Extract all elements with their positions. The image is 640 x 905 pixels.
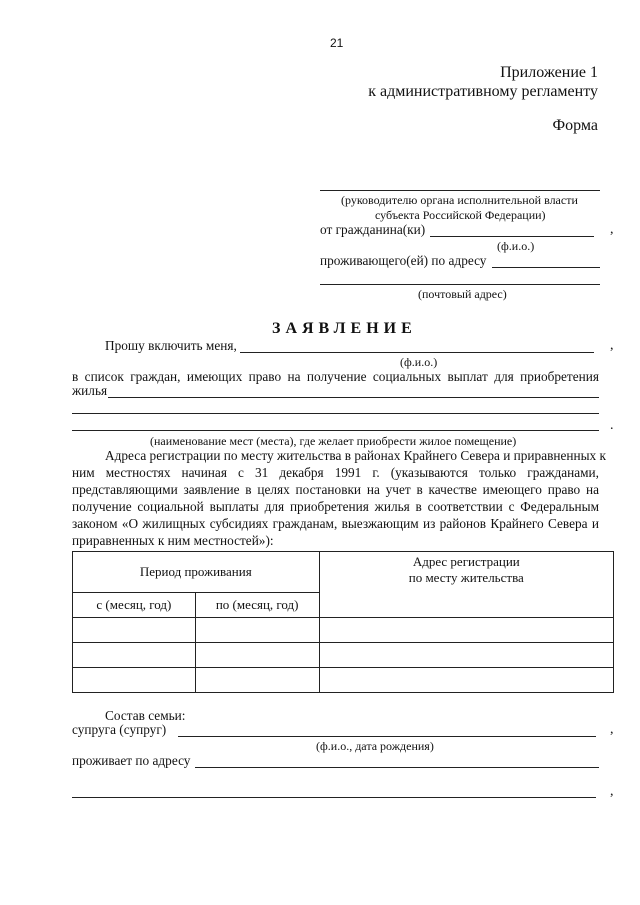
address-header-line2: по месту жительства	[408, 570, 524, 585]
citizen-name-field[interactable]	[430, 236, 594, 237]
comma-punct: ,	[610, 784, 614, 799]
spouse-address-field-2[interactable]	[72, 797, 596, 798]
housing-word: жилья	[72, 383, 108, 398]
paragraph-line-6: приравненных к ним местностей»):	[72, 533, 274, 548]
paragraph-line-1: Адреса регистрации по месту жительства в районах Крайнего Севера и приравненных к	[105, 448, 606, 463]
paragraph-line-2: ним местностях начиная с 31 декабря 1991 г. (указываются только гражданами,	[72, 465, 599, 480]
paragraph-line-4: получение социальной выплаты для приобретения жилья в соответствии с Федеральным	[72, 499, 599, 514]
table-header-row	[73, 552, 614, 593]
to-date-cell[interactable]	[195, 618, 319, 643]
spouse-hint: (ф.и.о., дата рождения)	[316, 739, 434, 753]
postal-address-field[interactable]	[320, 284, 600, 285]
to-date-header: по (месяц, год)	[195, 593, 319, 618]
document-title: ЗАЯВЛЕНИЕ	[272, 320, 417, 337]
addressee-field[interactable]	[320, 190, 600, 191]
addressee-hint-line2: субъекта Российской Федерации)	[375, 208, 546, 222]
period-punct: .	[610, 418, 614, 433]
residing-address-field[interactable]	[492, 267, 600, 268]
address-cell[interactable]	[319, 643, 613, 668]
from-date-cell[interactable]	[73, 668, 196, 693]
spouse-address-field[interactable]	[195, 767, 599, 768]
residing-label: проживающего(ей) по адресу	[320, 253, 487, 268]
table-row	[73, 618, 614, 643]
spouse-name-field[interactable]	[178, 736, 596, 737]
comma-punct: ,	[610, 338, 614, 353]
period-header: Период проживания	[73, 552, 320, 593]
comma-punct: ,	[610, 722, 614, 737]
table-row	[73, 643, 614, 668]
address-header-line1: Адрес регистрации	[412, 554, 520, 569]
from-date-cell[interactable]	[73, 618, 196, 643]
to-date-cell[interactable]	[195, 643, 319, 668]
places-field-2[interactable]	[72, 413, 599, 414]
comma-punct: ,	[610, 222, 614, 237]
citizen-fio-hint: (ф.и.о.)	[497, 239, 535, 253]
list-text-line: в список граждан, имеющих право на получение социальных выплат для приобретения	[72, 369, 599, 384]
from-citizen-label: от гражданина(ки)	[320, 222, 426, 237]
family-label: Состав семьи:	[105, 708, 186, 723]
places-field-3[interactable]	[72, 430, 599, 431]
postal-address-hint: (почтовый адрес)	[418, 287, 507, 301]
table-row	[73, 668, 614, 693]
regulation-label: к административному регламенту	[368, 83, 598, 100]
appendix-label: Приложение 1	[500, 64, 598, 81]
page-number: 21	[330, 36, 344, 50]
from-date-header: с (месяц, год)	[73, 593, 196, 618]
form-label: Форма	[552, 117, 598, 134]
request-label: Прошу включить меня,	[105, 338, 237, 353]
paragraph-line-3: представляющими заявление в целях постановки на учет в качестве имеющего право на	[72, 482, 599, 497]
to-date-cell[interactable]	[195, 668, 319, 693]
places-hint: (наименование мест (места), где желает приобрести жилое помещение)	[150, 434, 517, 448]
from-date-cell[interactable]	[73, 643, 196, 668]
spouse-resides-label: проживает по адресу	[72, 753, 191, 768]
applicant-fio-hint: (ф.и.о.)	[400, 355, 438, 369]
addressee-hint-line1: (руководителю органа исполнительной власти	[341, 193, 578, 207]
registration-table	[72, 551, 614, 693]
paragraph-line-5: законом «О жилищных субсидиях гражданам, выезжающим из районов Крайнего Севера и	[72, 516, 599, 531]
address-cell[interactable]	[319, 618, 613, 643]
address-header	[319, 552, 613, 618]
places-field-1[interactable]	[108, 397, 599, 398]
spouse-label: супруга (супруг)	[72, 722, 167, 737]
address-cell[interactable]	[319, 668, 613, 693]
applicant-name-field[interactable]	[240, 352, 594, 353]
